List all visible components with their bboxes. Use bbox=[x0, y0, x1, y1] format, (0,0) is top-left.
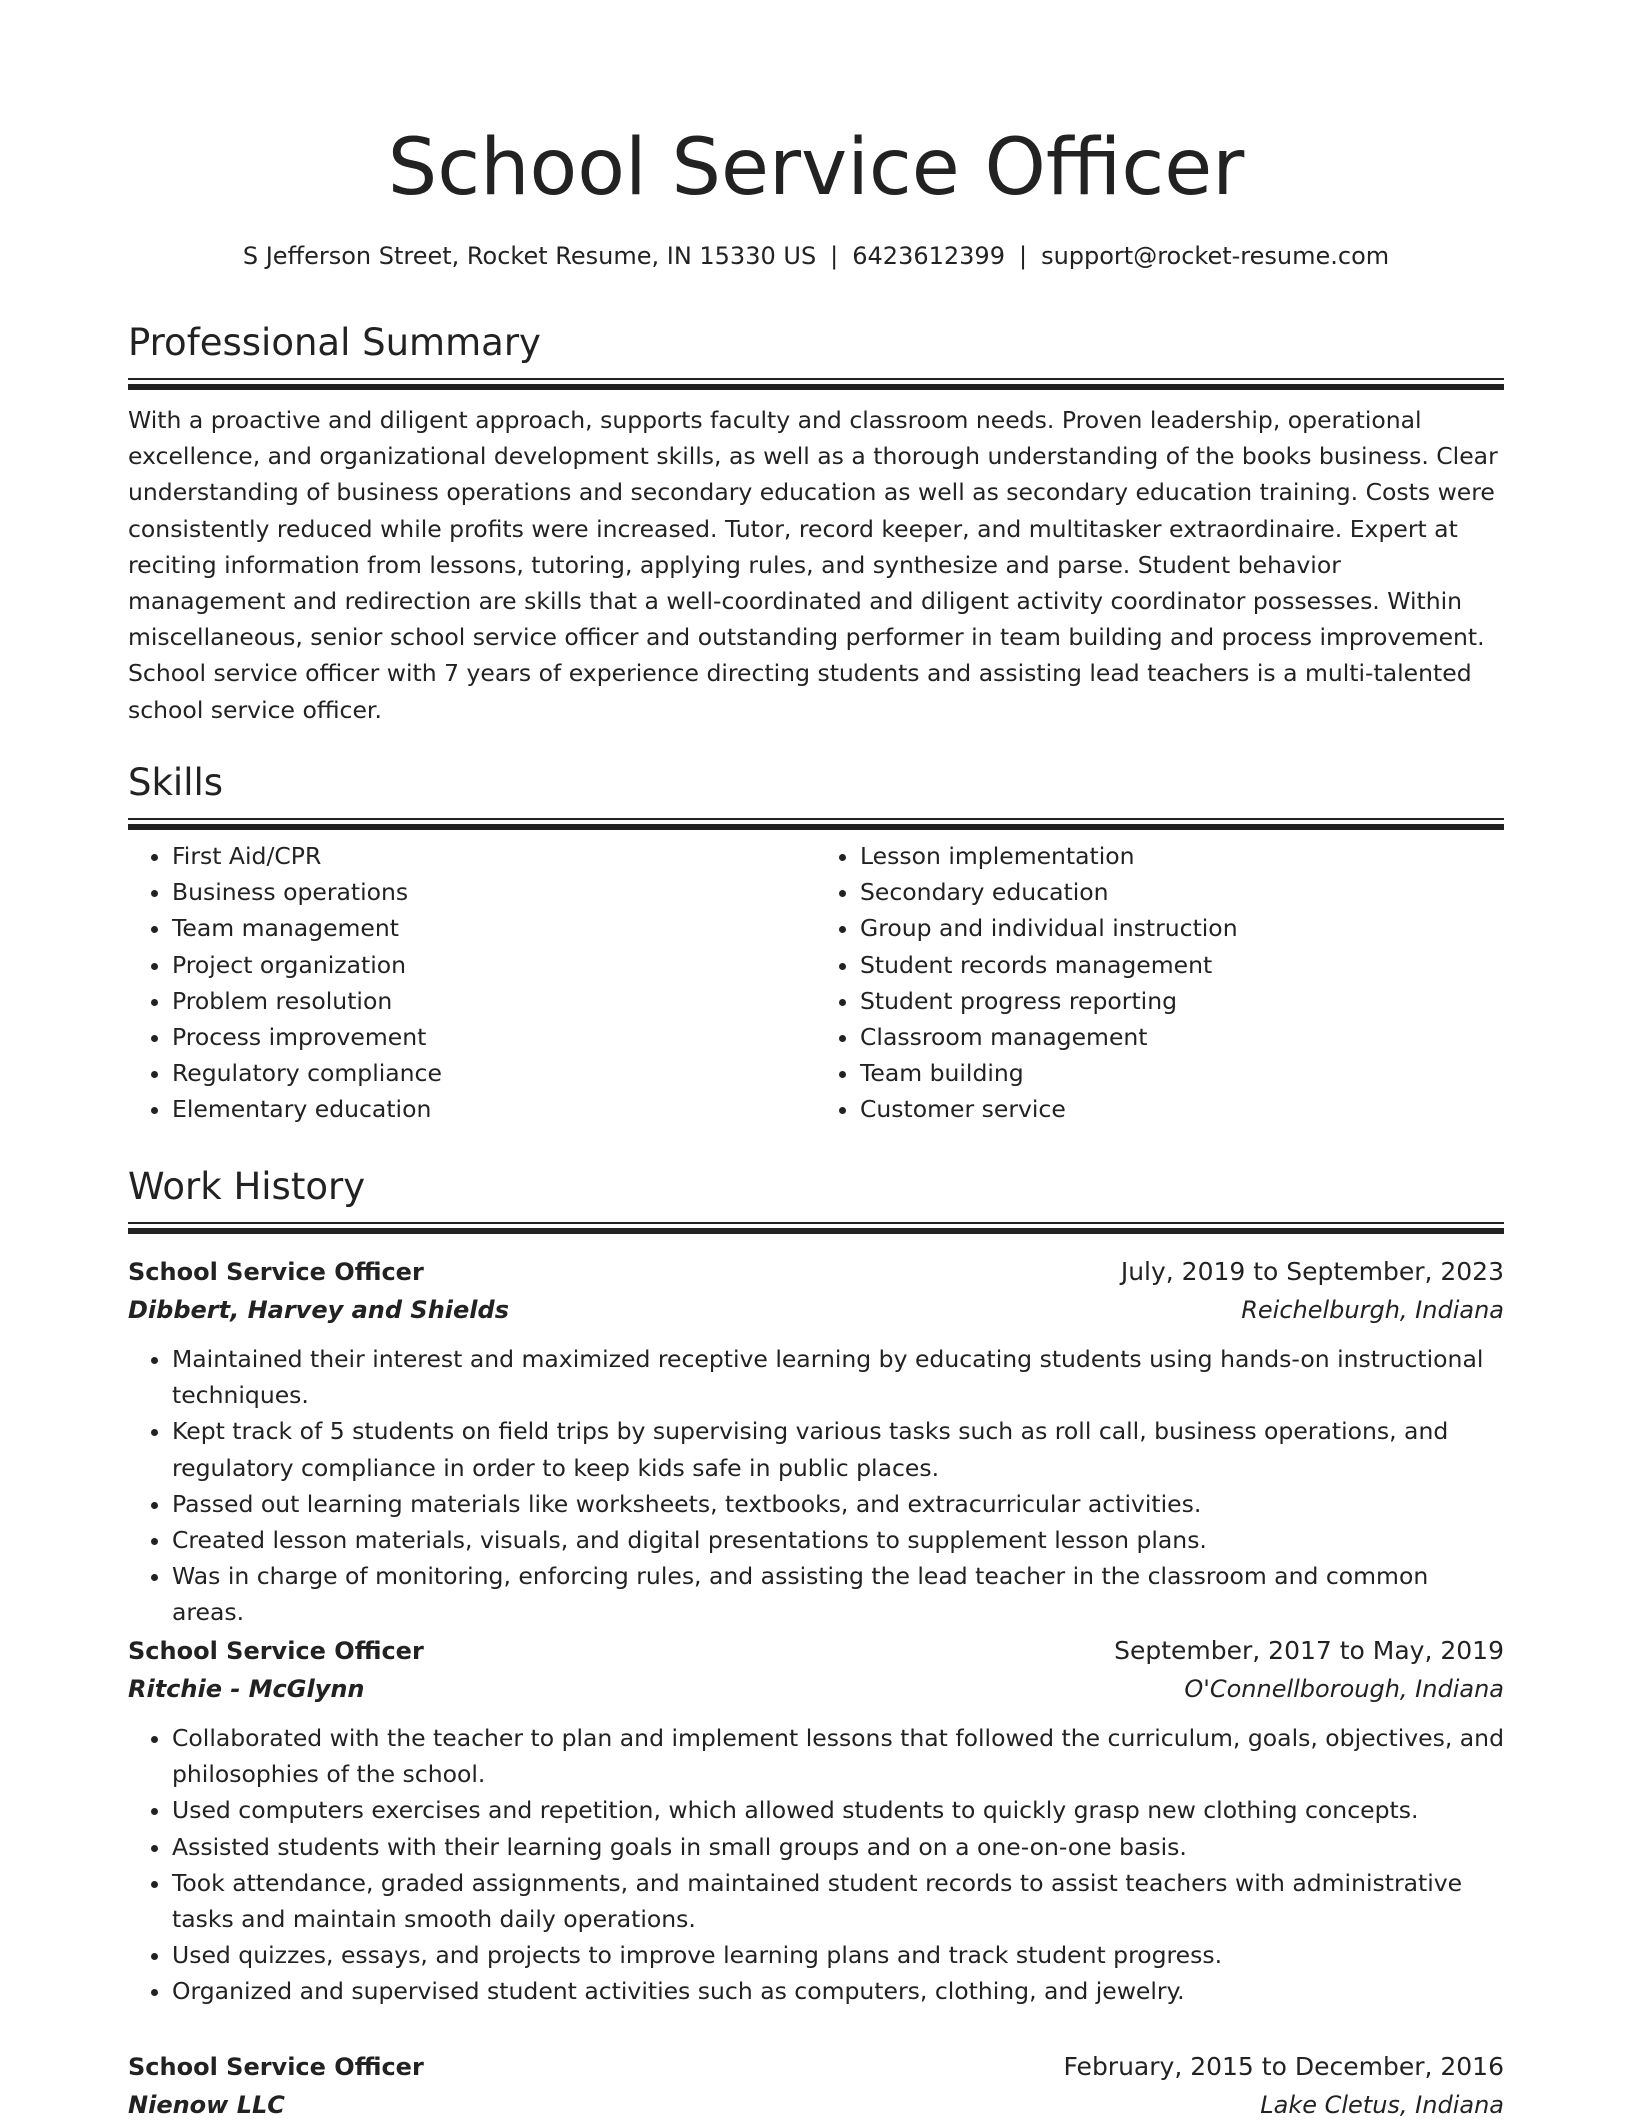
job-dates: September, 2017 to May, 2019 bbox=[1114, 1636, 1504, 1665]
resume-name: School Service Officer bbox=[387, 123, 1245, 213]
skill-item: • Group and individual instruction bbox=[860, 910, 1504, 946]
job-bullet: • Used quizzes, essays, and projects to improve learning plans and track student progress. bbox=[172, 1937, 1504, 1973]
job-location: Reichelburgh, Indiana bbox=[1241, 1296, 1504, 1324]
job-company: Nienow LLC bbox=[128, 2091, 285, 2119]
skill-item: • Student progress reporting bbox=[860, 983, 1504, 1019]
summary-heading: Professional Summary bbox=[128, 321, 541, 364]
contact-line bbox=[128, 237, 1504, 275]
skill-item: • Secondary education bbox=[860, 874, 1504, 910]
skill-item: • Lesson implementation bbox=[860, 838, 1504, 874]
job-bullet-list bbox=[128, 1341, 1504, 1631]
contact-phone: 6423612399 bbox=[852, 242, 1005, 270]
section-divider bbox=[128, 1222, 1504, 1234]
job-bullet: • Collaborated with the teacher to plan and implement lessons that followed the curriculum, goals, objectives, and philosophies of the school. bbox=[172, 1720, 1504, 1792]
contact-address: S Jefferson Street, Rocket Resume, IN 15330 US bbox=[242, 242, 817, 270]
contact-email: support@rocket-resume.com bbox=[1041, 242, 1390, 270]
job-company: Ritchie - McGlynn bbox=[128, 1675, 365, 1703]
work-history-heading: Work History bbox=[128, 1165, 366, 1208]
job-bullet: • Organized and supervised student activities such as computers, clothing, and jewelry. bbox=[172, 1973, 1504, 2009]
job-title: School Service Officer bbox=[128, 2053, 424, 2081]
contact-separator: | bbox=[1018, 242, 1028, 270]
job-entry bbox=[128, 1253, 1504, 1631]
job-bullet: • Used computers exercises and repetition, which allowed students to quickly grasp new clothing concepts. bbox=[172, 1792, 1504, 1828]
skill-item: • Student records management bbox=[860, 947, 1504, 983]
job-dates: February, 2015 to December, 2016 bbox=[1063, 2052, 1504, 2081]
job-entry bbox=[128, 2048, 1504, 2124]
skill-item: • Team building bbox=[860, 1055, 1504, 1091]
skill-item: • First Aid/CPR bbox=[172, 838, 816, 874]
job-bullet: • Assisted students with their learning goals in small groups and on a one-on-one basis. bbox=[172, 1829, 1504, 1865]
summary-section bbox=[128, 318, 1504, 728]
skill-item: • Regulatory compliance bbox=[172, 1055, 816, 1091]
job-bullet: • Maintained their interest and maximized receptive learning by educating students using hands-on instructional techniques. bbox=[172, 1341, 1504, 1413]
skill-item: • Elementary education bbox=[172, 1091, 816, 1127]
section-divider bbox=[128, 818, 1504, 830]
job-title: School Service Officer bbox=[128, 1258, 424, 1286]
job-dates: July, 2019 to September, 2023 bbox=[1120, 1257, 1504, 1286]
summary-text: With a proactive and diligent approach, supports faculty and classroom needs. Proven leadership, operational excellence, and organizational development skills, as well as a thorough understanding of the books business. Clear understanding of business operations and secondary education as well as secondary education training. Costs were consistently reduced while profits were increased. Tutor, record keeper, and multitasker extraordinaire. Expert at reciting information from lessons, tutoring, applying rules, and synthesize and parse. Student behavior management and redirection are skills that a well-coordinated and diligent activity coordinator possesses. Within miscellaneous, senior school service officer and outstanding performer in team building and process improvement. School service officer with 7 years of experience directing students and assisting lead teachers is a multi-talented school service officer. bbox=[128, 406, 1498, 724]
skill-item: • Customer service bbox=[860, 1091, 1504, 1127]
job-bullet: • Created lesson materials, visuals, and digital presentations to supplement lesson plans. bbox=[172, 1522, 1504, 1558]
job-header-row bbox=[128, 2048, 1504, 2086]
job-location: Lake Cletus, Indiana bbox=[1260, 2091, 1504, 2119]
skill-item: • Business operations bbox=[172, 874, 816, 910]
skill-item: • Classroom management bbox=[860, 1019, 1504, 1055]
job-company-row bbox=[128, 1670, 1504, 1708]
job-header-row bbox=[128, 1253, 1504, 1291]
job-company-row bbox=[128, 2086, 1504, 2124]
section-divider bbox=[128, 378, 1504, 390]
skills-section bbox=[128, 758, 1504, 1128]
job-company-row bbox=[128, 1291, 1504, 1329]
skill-item: • Process improvement bbox=[172, 1019, 816, 1055]
job-company: Dibbert, Harvey and Shields bbox=[128, 1296, 509, 1324]
skill-item: • Team management bbox=[172, 910, 816, 946]
work-history-section bbox=[128, 1162, 1504, 1234]
job-location: O'Connellborough, Indiana bbox=[1184, 1675, 1504, 1703]
skills-heading: Skills bbox=[128, 761, 224, 804]
job-entry bbox=[128, 1632, 1504, 2010]
job-bullet: • Was in charge of monitoring, enforcing rules, and assisting the lead teacher in the classroom and common areas. bbox=[172, 1558, 1504, 1630]
job-bullet: • Kept track of 5 students on field trips by supervising various tasks such as roll call, business operations, and regulatory compliance in order to keep kids safe in public places. bbox=[172, 1413, 1504, 1485]
skill-item: • Problem resolution bbox=[172, 983, 816, 1019]
job-title: School Service Officer bbox=[128, 1637, 424, 1665]
contact-separator: | bbox=[830, 242, 839, 270]
job-header-row bbox=[128, 1632, 1504, 1670]
skills-list-right bbox=[816, 838, 1504, 1128]
skills-columns bbox=[128, 838, 1504, 1128]
skill-item: • Project organization bbox=[172, 947, 816, 983]
job-bullet: • Took attendance, graded assignments, and maintained student records to assist teachers with administrative tasks and maintain smooth daily operations. bbox=[172, 1865, 1504, 1937]
job-bullet: • Passed out learning materials like worksheets, textbooks, and extracurricular activities. bbox=[172, 1486, 1504, 1522]
job-bullet-list bbox=[128, 1720, 1504, 2010]
skills-list-left bbox=[128, 838, 816, 1128]
